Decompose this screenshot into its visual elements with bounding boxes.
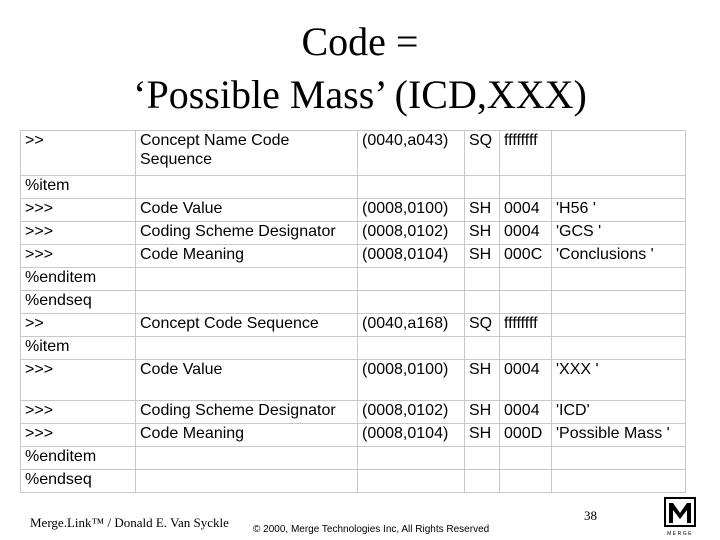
tag-cell: (0008,0104) [358,424,465,447]
length-cell [500,470,552,493]
level-cell: %endseq [21,470,136,493]
footer-copyright: © 2000, Merge Technologies Inc, All Rights Reserved [253,524,490,535]
tag-cell [358,337,465,360]
vr-cell [465,268,500,291]
vr-cell [465,470,500,493]
table-row [21,268,686,291]
attribute-name-cell: Concept Name Code Sequence [136,131,358,176]
table-row [21,131,686,176]
dicom-attribute-table [20,130,686,493]
tag-cell [358,268,465,291]
vr-cell [465,291,500,314]
tag-cell [358,291,465,314]
value-cell [552,176,686,199]
table-row [21,424,686,447]
slide-title-line-1: Code = [301,19,419,64]
value-cell: 'H56 ' [552,199,686,222]
vr-cell [465,176,500,199]
value-cell [552,268,686,291]
value-cell [552,447,686,470]
attribute-name-cell: Code Meaning [136,424,358,447]
value-cell [552,314,686,337]
level-cell: >>> [21,199,136,222]
level-cell: >>> [21,245,136,268]
attribute-name-cell: Coding Scheme Designator [136,222,358,245]
attribute-name-cell [136,268,358,291]
table-row [21,245,686,268]
level-cell: >>> [21,401,136,424]
table-row [21,360,686,401]
table-row [21,291,686,314]
value-cell: 'Possible Mass ' [552,424,686,447]
vr-cell: SQ [465,314,500,337]
attribute-name-cell: Coding Scheme Designator [136,401,358,424]
table-row [21,470,686,493]
level-cell: >> [21,131,136,176]
level-cell: %enditem [21,268,136,291]
tag-cell: (0008,0102) [358,222,465,245]
tag-cell: (0008,0104) [358,245,465,268]
level-cell: %item [21,337,136,360]
length-cell [500,291,552,314]
level-cell: %enditem [21,447,136,470]
table-row [21,314,686,337]
vr-cell [465,337,500,360]
value-cell [552,131,686,176]
vr-cell [465,447,500,470]
length-cell: 0004 [500,401,552,424]
footer-author: Merge.Link™ / Donald E. Van Syckle [30,515,229,530]
length-cell: ffffffff [500,314,552,337]
value-cell [552,470,686,493]
table-row [21,447,686,470]
table-row [21,401,686,424]
length-cell [500,268,552,291]
table-row [21,337,686,360]
vr-cell: SH [465,199,500,222]
tag-cell [358,176,465,199]
attribute-name-cell [136,291,358,314]
value-cell [552,291,686,314]
level-cell: >>> [21,222,136,245]
level-cell: >> [21,314,136,337]
length-cell [500,447,552,470]
level-cell: >>> [21,360,136,401]
tag-cell [358,447,465,470]
vr-cell: SH [465,424,500,447]
vr-cell: SH [465,222,500,245]
level-cell: %endseq [21,291,136,314]
length-cell: ffffffff [500,131,552,176]
attribute-name-cell [136,337,358,360]
tag-cell: (0008,0100) [358,360,465,401]
table-row [21,199,686,222]
attribute-name-cell [136,176,358,199]
vr-cell: SH [465,401,500,424]
attribute-name-cell: Concept Code Sequence [136,314,358,337]
length-cell: 0004 [500,222,552,245]
vr-cell: SH [465,245,500,268]
table-row [21,176,686,199]
page-number: 38 [584,508,597,523]
length-cell [500,337,552,360]
value-cell [552,337,686,360]
tag-cell: (0040,a043) [358,131,465,176]
logo-wordmark: MERGE [667,531,693,537]
attribute-name-cell: Code Value [136,199,358,222]
attribute-name-cell [136,470,358,493]
slide-title-line-2: ‘Possible Mass’ (ICD,XXX) [133,72,587,117]
vr-cell: SH [465,360,500,401]
tag-cell: (0008,0102) [358,401,465,424]
vr-cell: SQ [465,131,500,176]
value-cell: 'Conclusions ' [552,245,686,268]
merge-logo-icon [664,497,696,537]
attribute-name-cell: Code Meaning [136,245,358,268]
length-cell: 0004 [500,360,552,401]
level-cell: %item [21,176,136,199]
tag-cell: (0040,a168) [358,314,465,337]
value-cell: 'ICD' [552,401,686,424]
length-cell: 000D [500,424,552,447]
table-row [21,222,686,245]
length-cell [500,176,552,199]
length-cell: 000C [500,245,552,268]
level-cell: >>> [21,424,136,447]
tag-cell [358,470,465,493]
length-cell: 0004 [500,199,552,222]
value-cell: 'GCS ' [552,222,686,245]
tag-cell: (0008,0100) [358,199,465,222]
value-cell: 'XXX ' [552,360,686,401]
attribute-name-cell [136,447,358,470]
attribute-name-cell: Code Value [136,360,358,401]
